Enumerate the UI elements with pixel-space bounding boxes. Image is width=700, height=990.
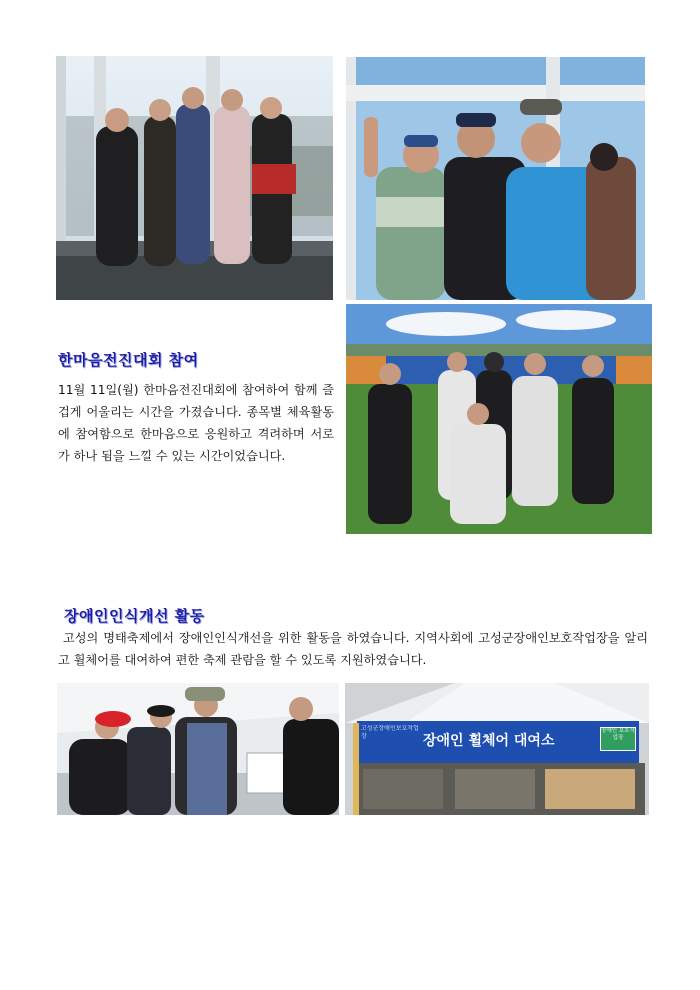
banner-main-label: 장애인 휠체어 대여소: [423, 733, 555, 749]
photo-three-men-window: [346, 57, 645, 300]
section-body-hanmaeum: 11월 11일(월) 한마음전진대회에 참여하여 함께 즐겁게 어울리는 시간을 가졌습니다. 종목별 체육활동에 참여함으로 한마음으로 응원하고 격려하며 서로가 하나 됨을 느낄 수 있는 시간이었습니다.: [58, 383, 334, 463]
photo-observatory-group: [56, 56, 333, 300]
photo-festival-booth: [57, 683, 339, 815]
banner-left-label: 고성군장애인보호작업장: [361, 725, 419, 740]
photo-stadium-group: [346, 304, 652, 534]
section-heading-hanmaeum: 한마음전진대회 참여: [58, 351, 199, 369]
section-heading-awareness: 장애인인식개선 활동: [64, 607, 205, 625]
photo-wheelchair-rental-tent: [345, 683, 649, 815]
banner-right-label: 장애인 보호작업장: [600, 727, 636, 751]
section-body-awareness: 고성의 명태축제에서 장애인인식개선을 위한 활동을 하였습니다. 지역사회에 고성군장애인보호작업장을 알리고 휠체어를 대여하여 편한 축제 관람을 할 수 있도록 지원하였습니다.: [58, 631, 648, 667]
